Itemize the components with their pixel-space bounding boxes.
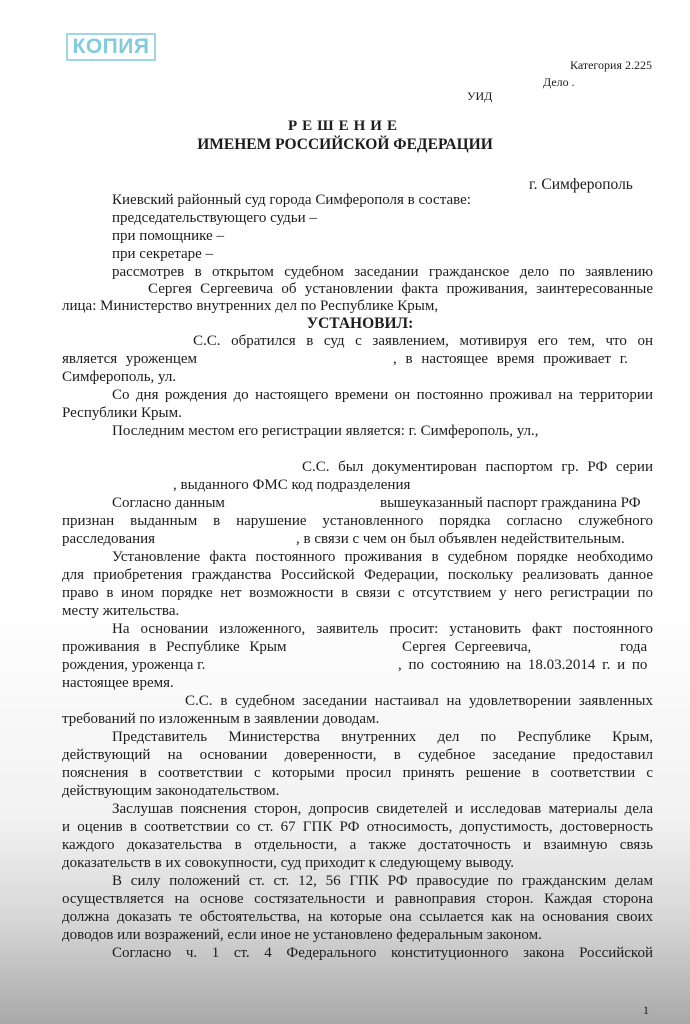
paragraph-line: действующим законодательством. [62, 783, 280, 799]
document-title: РЕШЕНИЕ [288, 118, 402, 134]
paragraph-line: Установление факта постоянного проживания в судебном порядке необходимо [112, 549, 653, 565]
paragraph-line: , выданного ФМС код подразделения [173, 477, 411, 493]
assistant-line: при помощнике – [112, 228, 224, 244]
paragraph-line: должна доказать те обстоятельства, на которые она ссылается как на основания своих [62, 909, 653, 925]
paragraph-line: В силу положений ст. ст. 12, 56 ГПК РФ правосудие по гражданским делам [112, 873, 653, 889]
paragraph-line: пояснения в соответствии с которыми просил принять решение в соответствии с [62, 765, 653, 781]
interested-line: лица: Министерство внутренних дел по Республике Крым, [62, 298, 439, 314]
document-subtitle: ИМЕНЕМ РОССИЙСКОЙ ФЕДЕРАЦИИ [197, 136, 493, 153]
paragraph-line: Республики Крым. [62, 405, 182, 421]
paragraph-line: расследования [62, 531, 156, 547]
paragraph-line: года [620, 639, 648, 655]
page-number: 1 [643, 1003, 649, 1017]
paragraph-line: действующий на основании доверенности, в судебное заседание предоставил [62, 747, 653, 763]
paragraph-line: Сергея Сергеевича, [402, 639, 532, 655]
applicant-line: Сергея Сергеевича об установлении факта проживания, заинтересованные [148, 281, 653, 297]
secretary-line: при секретаре – [112, 246, 214, 262]
paragraph-line: проживания в Республике Крым [62, 639, 287, 655]
paragraph-line: С.С. был документирован паспортом гр. РФ серии [302, 459, 653, 475]
paragraph-line: и оценив в соответствии со ст. 67 ГПК РФ относимость, допустимость, достоверность [62, 819, 653, 835]
section-heading: УСТАНОВИЛ: [306, 315, 414, 332]
paragraph-line: С.С. в судебном заседании настаивал на удовлетворении заявленных [185, 693, 653, 709]
paragraph-line: рождения, уроженца г. [62, 657, 206, 673]
paragraph-line: Представитель Министерства внутренних дел по Республике Крым, [112, 729, 653, 745]
paragraph-line: каждого доказательства в отдельности, а также достаточность и взаимную связь [62, 837, 653, 853]
judge-line: председательствующего судьи – [112, 210, 317, 226]
paragraph-line: Последним местом его регистрации является: г. Симферополь, ул., [112, 423, 539, 439]
considered-line: рассмотрев в открытом судебном заседании гражданское дело по заявлению [112, 264, 653, 280]
paragraph-line: настоящее время. [62, 675, 174, 691]
paragraph-line: право в ином порядке нет возможности в связи с отсутствием у него регистрации по [62, 585, 653, 601]
paragraph-line: Заслушав пояснения сторон, допросив свидетелей и исследовав материалы дела [112, 801, 653, 817]
paragraph-line: осуществляется на основе состязательности и равноправия сторон. Каждая сторона [62, 891, 653, 907]
paragraph-line: Со дня рождения до настоящего времени он постоянно проживал на территории [112, 387, 653, 403]
copy-stamp: КОПИЯ [66, 33, 156, 61]
paragraph-line: месту жительства. [62, 603, 180, 619]
paragraph-line: С.С. обратился в суд с заявлением, мотивируя его тем, что он [193, 333, 653, 349]
court-line: Киевский районный суд города Симферополя в составе: [112, 192, 471, 208]
paragraph-line: Согласно данным [112, 495, 225, 511]
paragraph-line: является уроженцем [62, 351, 198, 367]
uid-label: УИД [467, 89, 493, 103]
paragraph-line: доказательств в их совокупности, суд приходит к следующему выводу. [62, 855, 515, 871]
category-label: Категория 2.225 [570, 58, 652, 72]
city: г. Симферополь [529, 176, 633, 193]
paragraph-line: Симферополь, ул. [62, 369, 177, 385]
paragraph-line: , в связи с чем он был объявлен недействительным. [296, 531, 625, 547]
paragraph-line: вышеуказанный паспорт гражданина РФ [380, 495, 641, 511]
paragraph-line: требований по изложенным в заявлении доводам. [62, 711, 380, 727]
paragraph-line: На основании изложенного, заявитель просит: установить факт постоянного [112, 621, 653, 637]
paragraph-line: Согласно ч. 1 ст. 4 Федерального конституционного закона Российской [112, 945, 653, 961]
case-number: Дело . [543, 75, 575, 89]
paragraph-line: для приобретения гражданства Российской Федерации, поскольку реализовать данное [62, 567, 653, 583]
paragraph-line: доводов или возражений, если иное не установлено федеральным законом. [62, 927, 542, 943]
paragraph-line: , по состоянию на 18.03.2014 г. и по [398, 657, 648, 673]
paragraph-line: признан выданным в нарушение установленного порядка согласно служебного [62, 513, 653, 529]
paragraph-line: , в настоящее время проживает г. [393, 351, 628, 367]
